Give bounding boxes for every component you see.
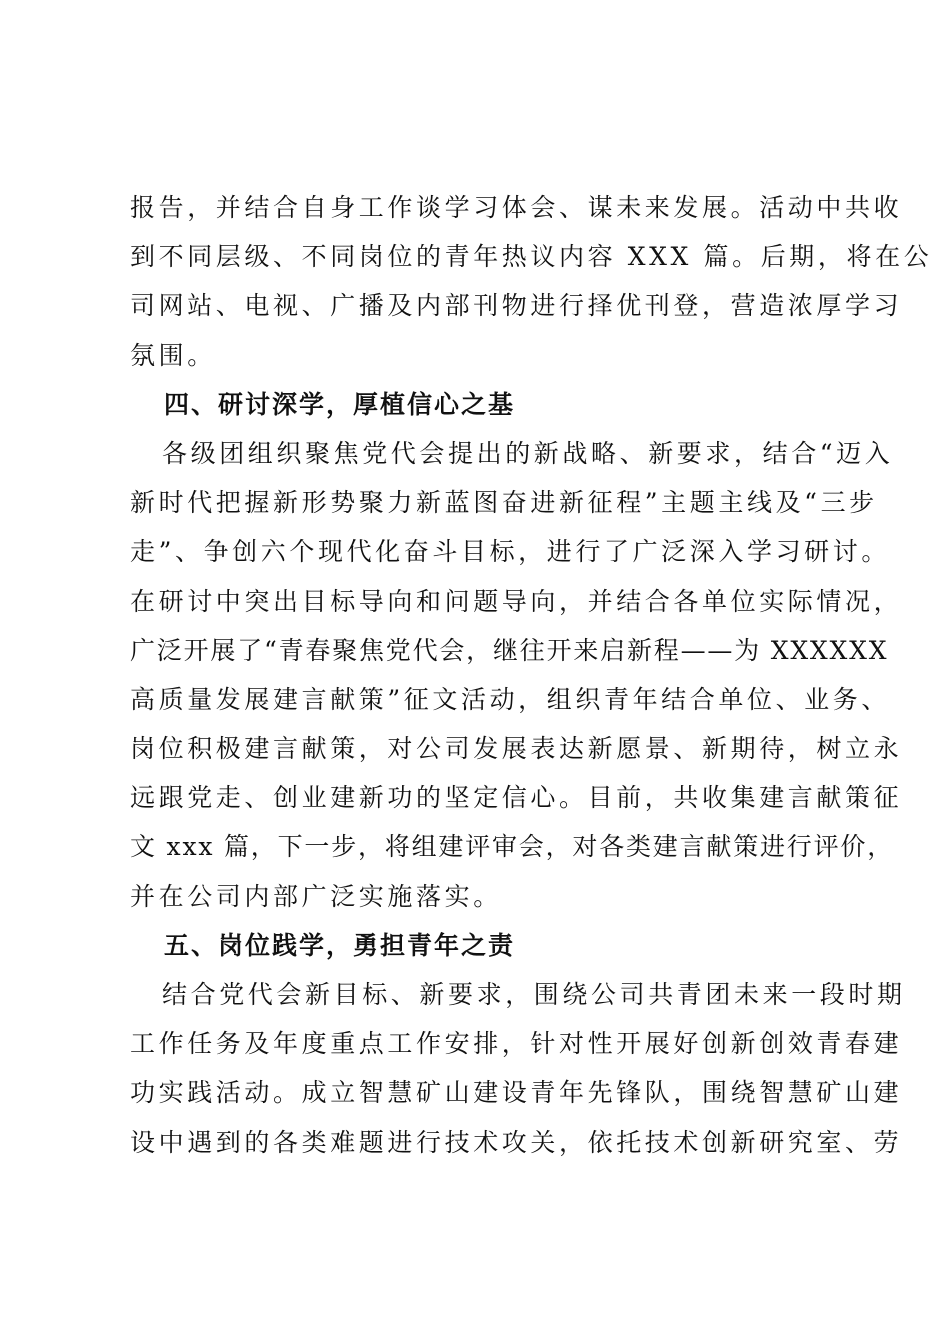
paragraph-line: 报告，并结合自身工作谈学习体会、谋未来发展。活动中共收 (130, 193, 903, 222)
paragraph-line: 文 xxx 篇，下一步，将组建评审会，对各类建言献策进行评价， (130, 832, 894, 862)
paragraph-line: 高质量发展建言献策”征文活动，组织青年结合单位、业务、 (130, 684, 890, 714)
paragraph-line: 远跟党走、创业建新功的坚定信心。目前，共收集建言献策征 (130, 783, 903, 813)
paragraph-line: 并在公司内部广泛实施落实。 (130, 881, 502, 911)
document-body (130, 183, 933, 1167)
paragraph-line: 设中遇到的各类难题进行技术攻关，依托技术创新研究室、劳 (130, 1127, 903, 1157)
section-heading-five: 五、岗位践学，勇担青年之责 (164, 930, 516, 960)
paragraph-line: 氛围。 (130, 340, 216, 370)
paragraph-line: 岗位积极建言献策，对公司发展表达新愿景、新期待，树立永 (130, 734, 903, 764)
paragraph-line: 走”、争创六个现代化奋斗目标，进行了广泛深入学习研讨。 (130, 537, 890, 567)
paragraph-line: 结合党代会新目标、新要求，围绕公司共青团未来一段时期 (162, 980, 906, 1009)
paragraph-line: 在研讨中突出目标导向和问题导向，并结合各单位实际情况， (130, 586, 903, 616)
paragraph-line: 各级团组织聚焦党代会提出的新战略、新要求，结合“迈入 (162, 438, 894, 468)
paragraph-line: 新时代把握新形势聚力新蓝图奋进新征程”主题主线及“三步 (130, 488, 878, 518)
paragraph-line: 司网站、电视、广播及内部刊物进行择优刊登，营造浓厚学习 (130, 291, 903, 321)
paragraph-line: 广泛开展了“青春聚焦党代会，继往开来启新程——为 XXXXXX (130, 635, 889, 665)
paragraph-line: 工作任务及年度重点工作安排，针对性开展好创新创效青春建 (130, 1029, 903, 1059)
paragraph-line: 到不同层级、不同岗位的青年热议内容 XXX 篇。后期，将在公 (130, 242, 933, 272)
section-heading-four: 四、研讨深学，厚植信心之基 (164, 389, 516, 419)
paragraph-line: 功实践活动。成立智慧矿山建设青年先锋队，围绕智慧矿山建 (130, 1078, 903, 1108)
